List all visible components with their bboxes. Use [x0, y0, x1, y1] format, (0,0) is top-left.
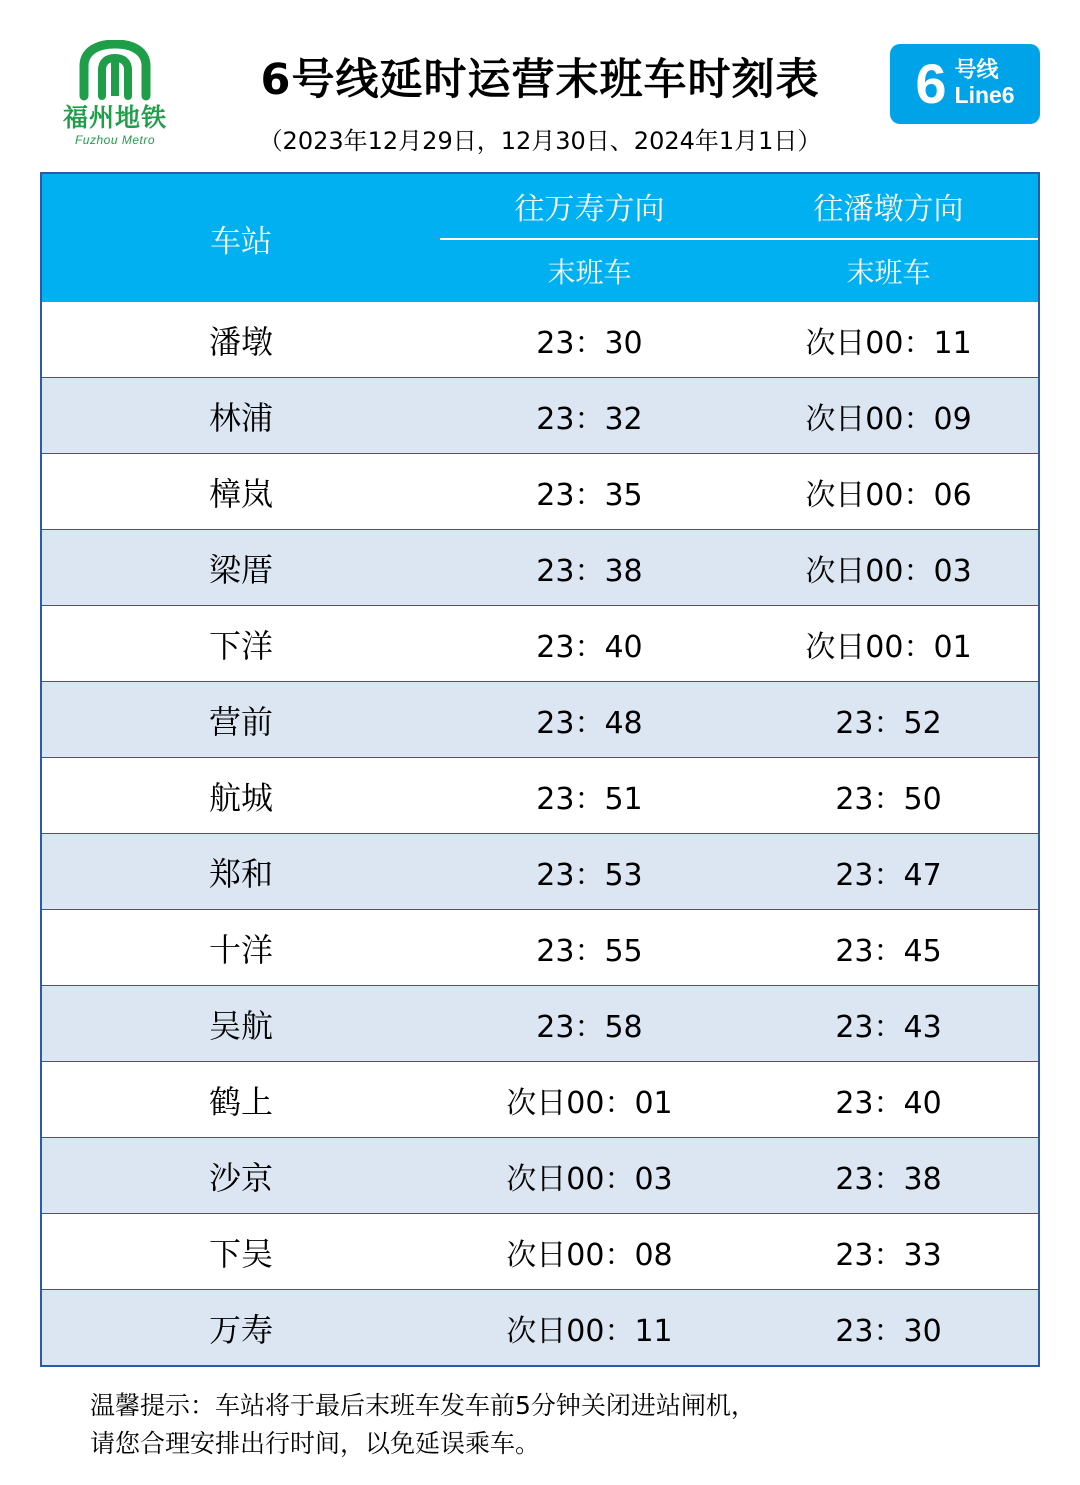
header-lasttrain-pandun: 末班车: [739, 239, 1038, 302]
table-row: [42, 834, 1038, 910]
cell-last-train-to-pandun: 23：40: [739, 1062, 1038, 1138]
header-direction-pandun: 往潘墩方向: [739, 174, 1038, 239]
timetable-head: [42, 174, 1038, 302]
page-title: 6号线延时运营末班车时刻表: [260, 55, 820, 105]
table-row: [42, 1062, 1038, 1138]
logo-text-cn: 福州地铁: [62, 103, 167, 132]
logo-text-en: Fuzhou Metro: [74, 132, 156, 147]
cell-last-train-to-wanshou: 23：51: [440, 758, 739, 834]
cell-station: 郑和: [42, 834, 440, 910]
cell-station: 营前: [42, 682, 440, 758]
cell-station: 十洋: [42, 910, 440, 986]
table-row: [42, 454, 1038, 530]
cell-station: 林浦: [42, 378, 440, 454]
table-row: [42, 302, 1038, 378]
timetable-header-row-1: [42, 174, 1038, 239]
header-lasttrain-wanshou: 末班车: [440, 239, 739, 302]
timetable: [42, 174, 1038, 1365]
cell-last-train-to-wanshou: 23：32: [440, 378, 739, 454]
table-row: [42, 606, 1038, 682]
cell-last-train-to-pandun: 23：50: [739, 758, 1038, 834]
page-header: [0, 0, 1080, 155]
cell-last-train-to-pandun: 23：47: [739, 834, 1038, 910]
line-badge-text: [955, 59, 1015, 108]
table-row: [42, 378, 1038, 454]
cell-last-train-to-pandun: 次日00：09: [739, 378, 1038, 454]
cell-last-train-to-pandun: 23：38: [739, 1138, 1038, 1214]
cell-last-train-to-wanshou: 23：48: [440, 682, 739, 758]
cell-last-train-to-pandun: 23：43: [739, 986, 1038, 1062]
cell-last-train-to-pandun: 次日00：06: [739, 454, 1038, 530]
table-row: [42, 910, 1038, 986]
line-badge-en: Line6: [954, 82, 1015, 109]
line-badge-cn: 号线: [954, 58, 999, 84]
cell-last-train-to-wanshou: 23：55: [440, 910, 739, 986]
cell-station: 潘墩: [42, 302, 440, 378]
cell-station: 梁厝: [42, 530, 440, 606]
table-row: [42, 530, 1038, 606]
cell-last-train-to-pandun: 23：45: [739, 910, 1038, 986]
header-direction-wanshou: 往万寿方向: [440, 174, 739, 239]
cell-last-train-to-wanshou: 23：53: [440, 834, 739, 910]
timetable-body: [42, 302, 1038, 1365]
timetable-container: [40, 172, 1040, 1367]
cell-station: 万寿: [42, 1290, 440, 1366]
cell-last-train-to-wanshou: 23：38: [440, 530, 739, 606]
cell-station: 下洋: [42, 606, 440, 682]
cell-station: 吴航: [42, 986, 440, 1062]
cell-last-train-to-wanshou: 23：58: [440, 986, 739, 1062]
title-block: [190, 36, 890, 156]
table-row: [42, 986, 1038, 1062]
line-badge-number: 6: [915, 52, 947, 115]
cell-last-train-to-wanshou: 次日00：03: [440, 1138, 739, 1214]
cell-station: 航城: [42, 758, 440, 834]
cell-last-train-to-pandun: 23：33: [739, 1214, 1038, 1290]
cell-station: 樟岚: [42, 454, 440, 530]
cell-last-train-to-wanshou: 23：40: [440, 606, 739, 682]
cell-last-train-to-pandun: 23：30: [739, 1290, 1038, 1366]
cell-last-train-to-wanshou: 次日00：08: [440, 1214, 739, 1290]
footer-note: [90, 1387, 1040, 1462]
cell-last-train-to-wanshou: 23：35: [440, 454, 739, 530]
fuzhou-metro-logo-icon: [76, 40, 154, 102]
cell-last-train-to-wanshou: 次日00：11: [440, 1290, 739, 1366]
line-badge: [890, 44, 1040, 124]
table-row: [42, 758, 1038, 834]
cell-last-train-to-pandun: 次日00：01: [739, 606, 1038, 682]
table-row: [42, 1290, 1038, 1366]
table-row: [42, 1214, 1038, 1290]
cell-last-train-to-wanshou: 次日00：01: [440, 1062, 739, 1138]
footer-note-line1: 温馨提示：车站将于最后末班车发车前5分钟关闭进站闸机，: [90, 1391, 756, 1420]
cell-last-train-to-pandun: 23：52: [739, 682, 1038, 758]
cell-station: 沙京: [42, 1138, 440, 1214]
page-subtitle: （2023年12月29日，12月30日、2024年1月1日）: [258, 127, 822, 155]
cell-last-train-to-wanshou: 23：30: [440, 302, 739, 378]
table-row: [42, 1138, 1038, 1214]
fuzhou-metro-logo: [40, 36, 190, 147]
cell-last-train-to-pandun: 次日00：11: [739, 302, 1038, 378]
cell-station: 鹤上: [42, 1062, 440, 1138]
footer-note-line2: 请您合理安排出行时间，以免延误乘车。: [90, 1428, 541, 1458]
header-station: 车站: [42, 174, 440, 302]
cell-station: 下吴: [42, 1214, 440, 1290]
cell-last-train-to-pandun: 次日00：03: [739, 530, 1038, 606]
table-row: [42, 682, 1038, 758]
